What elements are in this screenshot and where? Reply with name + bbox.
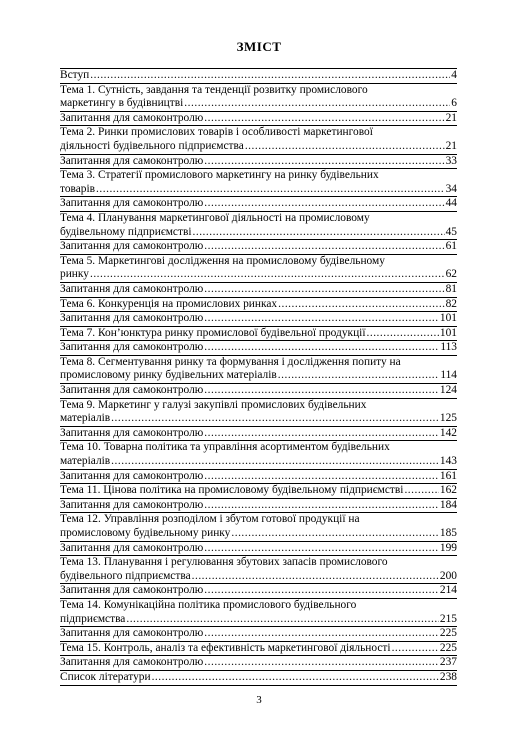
toc-entry-line (60, 527, 457, 541)
toc-leader-dots (392, 642, 439, 656)
toc-leader-dots (367, 327, 439, 341)
toc-entry (60, 584, 457, 599)
table-of-contents (60, 68, 457, 686)
toc-entry (60, 441, 457, 469)
toc-page-number: 113 (440, 341, 457, 354)
toc-entry (60, 240, 457, 255)
toc-page-number: 81 (445, 282, 457, 295)
toc-entry-line (60, 183, 457, 197)
toc-entry-line (60, 268, 457, 282)
toc-entry-line (60, 584, 457, 598)
toc-entry-text: Запитання для самоконтролю (60, 469, 204, 482)
toc-page-number: 225 (439, 641, 457, 654)
toc-entry-line (60, 84, 457, 98)
toc-entry-text: Запитання для самоконтролю (60, 111, 204, 124)
toc-entry-text: будівельному підприємстві (60, 225, 192, 238)
toc-entry (60, 298, 457, 313)
toc-entry-text: промисловому будівельному ринку (60, 527, 231, 539)
toc-leader-dots (204, 283, 444, 297)
toc-page-number: 215 (439, 612, 457, 625)
toc-entry-line (60, 212, 457, 226)
toc-page-number: 101 (439, 312, 457, 325)
toc-entry-text: матеріалів (60, 455, 111, 468)
toc-entry (60, 671, 457, 686)
toc-page-number: 21 (445, 111, 457, 124)
toc-entry-text: підприємства (60, 612, 126, 625)
toc-entry-line (60, 412, 457, 426)
toc-leader-dots (204, 499, 439, 513)
toc-entry-line (60, 499, 457, 513)
toc-entry-line (60, 283, 457, 297)
toc-entry (60, 399, 457, 427)
toc-leader-dots (96, 183, 445, 197)
toc-entry-line (60, 312, 457, 326)
toc-entry-line (60, 126, 457, 140)
toc-entry-line (60, 656, 457, 670)
toc-entry-line (60, 671, 457, 685)
toc-page-number: 61 (445, 240, 457, 253)
toc-leader-dots (204, 384, 439, 398)
toc-entry-text: матеріалів (60, 412, 111, 425)
toc-entry-line (60, 642, 457, 656)
toc-entry-line (60, 97, 457, 111)
toc-leader-dots (204, 470, 439, 484)
page-number: 3 (256, 694, 262, 706)
toc-entry (60, 212, 457, 240)
toc-leader-dots (278, 369, 440, 383)
toc-entry-text: ринку (60, 268, 89, 281)
toc-page-number: 238 (439, 670, 457, 683)
toc-entry (60, 327, 457, 342)
toc-entry-text: Тема 13. Планування і регулювання збутових запасів промислового (60, 556, 388, 569)
toc-entry-text: Запитання для самоконтролю (60, 656, 204, 669)
toc-page-number: 161 (439, 469, 457, 482)
toc-leader-dots (204, 627, 439, 641)
toc-page-number: 44 (445, 197, 457, 210)
toc-leader-dots (231, 527, 439, 541)
toc-entry (60, 312, 457, 327)
toc-entry-text: Запитання для самоконтролю (60, 384, 204, 397)
toc-leader-dots (204, 197, 444, 211)
toc-leader-dots (204, 656, 439, 670)
toc-entry (60, 283, 457, 298)
toc-entry-line (60, 155, 457, 169)
toc-page-number: 237 (439, 656, 457, 669)
page-title: ЗМІСТ (236, 39, 282, 54)
toc-entry-line (60, 112, 457, 126)
toc-page-number: 162 (439, 484, 457, 497)
toc-leader-dots (111, 412, 439, 426)
toc-entry-line (60, 599, 457, 613)
toc-page-number: 34 (445, 182, 457, 195)
toc-leader-dots (204, 155, 444, 169)
toc-page-number: 114 (440, 369, 457, 382)
toc-leader-dots (404, 484, 438, 498)
toc-entry-text: товарів (60, 182, 96, 195)
toc-page-number: 45 (445, 225, 457, 238)
toc-entry-line (60, 169, 457, 183)
toc-leader-dots (90, 268, 445, 282)
toc-entry-line (60, 255, 457, 269)
toc-entry-line (60, 197, 457, 211)
toc-leader-dots (204, 312, 439, 326)
toc-leader-dots (193, 226, 445, 240)
toc-entry-text: Вступ (60, 69, 90, 81)
toc-page-number: 199 (439, 541, 457, 554)
toc-entry (60, 427, 457, 442)
toc-entry-text: діяльності будівельного підприємства (60, 139, 244, 152)
toc-entry-text: Тема 11. Цінова політика на промисловому будівельному підприємстві (60, 484, 404, 497)
toc-entry (60, 356, 457, 384)
toc-entry (60, 627, 457, 642)
toc-leader-dots (278, 298, 444, 312)
toc-entry-text: Тема 4. Планування маркетингової діяльності на промисловому (60, 211, 370, 224)
toc-entry (60, 112, 457, 127)
toc-entry-line (60, 399, 457, 413)
toc-entry-line (60, 384, 457, 398)
toc-entry-text: Тема 2. Ринки промислових товарів і особливості маркетингової (60, 126, 373, 139)
toc-entry-line (60, 240, 457, 254)
toc-leader-dots (126, 613, 439, 627)
toc-entry (60, 169, 457, 197)
toc-entry-line (60, 441, 457, 455)
toc-entry-line (60, 140, 457, 154)
toc-entry (60, 255, 457, 283)
toc-leader-dots (204, 584, 439, 598)
toc-leader-dots (204, 427, 439, 441)
toc-page-number: 225 (439, 627, 457, 640)
toc-entry-line (60, 226, 457, 240)
toc-page-number: 143 (439, 455, 457, 468)
toc-entry-text: Запитання для самоконтролю (60, 282, 204, 295)
toc-entry (60, 69, 457, 84)
toc-entry-text: Запитання для самоконтролю (60, 498, 204, 511)
toc-entry-line (60, 427, 457, 441)
toc-entry-text: Тема 3. Стратегії промислового маркетингу на ринку будівельних (60, 169, 379, 182)
toc-entry-text: Запитання для самоконтролю (60, 240, 204, 253)
toc-entry (60, 126, 457, 154)
toc-leader-dots (204, 112, 444, 126)
toc-entry (60, 513, 457, 541)
toc-entry (60, 484, 457, 499)
toc-entry (60, 599, 457, 627)
toc-leader-dots (90, 69, 450, 83)
toc-entry-text: Тема 14. Комунікаційна політика промислового будівельного (60, 598, 357, 611)
toc-entry-text: Тема 8. Сегментування ринку та формування і дослідження попиту на (60, 355, 401, 368)
toc-entry (60, 84, 457, 112)
toc-page-number: 6 (451, 97, 457, 110)
toc-page-number: 124 (439, 384, 457, 397)
toc-entry-text: Список літератури (60, 670, 151, 683)
toc-entry-text: Запитання для самоконтролю (60, 154, 204, 167)
toc-leader-dots (204, 240, 444, 254)
toc-entry-text: Тема 9. Маркетинг у галузі закупівлі промислових будівельних (60, 398, 367, 411)
toc-entry-text: Тема 5. Маркетингові дослідження на промисловому будівельному (60, 254, 385, 267)
toc-entry-line (60, 298, 457, 312)
toc-entry-line (60, 327, 457, 341)
toc-page-number: 214 (439, 584, 457, 597)
toc-entry (60, 556, 457, 584)
toc-page-number: 62 (445, 268, 457, 281)
toc-entry (60, 197, 457, 212)
toc-entry-text: Запитання для самоконтролю (60, 312, 204, 325)
toc-entry-line (60, 341, 457, 355)
toc-entry-line (60, 613, 457, 627)
toc-entry (60, 642, 457, 657)
toc-entry-line (60, 627, 457, 641)
toc-entry-text: Тема 6. Конкуренція на промислових ринках (60, 297, 278, 310)
toc-entry (60, 542, 457, 557)
toc-entry-text: маркетингу в будівництві (60, 97, 184, 110)
toc-leader-dots (204, 341, 439, 355)
toc-entry (60, 155, 457, 170)
toc-entry-line (60, 513, 457, 527)
toc-entry-line (60, 556, 457, 570)
toc-leader-dots (245, 140, 445, 154)
toc-entry-text: Тема 15. Контроль, аналіз та ефективність маркетингової діяльності (60, 641, 391, 654)
toc-entry-line (60, 484, 457, 498)
toc-entry-line (60, 542, 457, 556)
toc-page-number: 101 (439, 326, 457, 339)
toc-page-number: 33 (445, 154, 457, 167)
toc-page-number: 4 (451, 69, 457, 81)
toc-entry (60, 341, 457, 356)
toc-page-number: 184 (439, 498, 457, 511)
toc-page-number: 21 (445, 139, 457, 152)
toc-entry-text: будівельного підприємства (60, 569, 191, 582)
toc-entry-text: Тема 10. Товарна політика та управління асортиментом будівельних (60, 441, 390, 454)
toc-entry-text: Запитання для самоконтролю (60, 584, 204, 597)
toc-entry-line (60, 369, 457, 383)
toc-entry-text: Запитання для самоконтролю (60, 627, 204, 640)
toc-entry-text: Тема 7. Кон’юнктура ринку промислової будівельної продукції (60, 326, 366, 339)
toc-entry (60, 384, 457, 399)
toc-entry-text: Запитання для самоконтролю (60, 197, 204, 210)
toc-entry-text: Запитання для самоконтролю (60, 541, 204, 554)
toc-entry-line (60, 69, 457, 83)
toc-entry (60, 656, 457, 671)
toc-entry-text: Запитання для самоконтролю (60, 426, 204, 439)
toc-entry (60, 470, 457, 485)
toc-entry (60, 499, 457, 514)
toc-page-number: 185 (439, 527, 457, 539)
toc-page-number: 142 (439, 426, 457, 439)
toc-leader-dots (192, 570, 439, 584)
toc-entry-text: Тема 12. Управління розподілом і збутом готової продукції на (60, 513, 360, 526)
toc-page-number: 200 (439, 569, 457, 582)
toc-entry-line (60, 570, 457, 584)
toc-leader-dots (204, 542, 439, 556)
toc-leader-dots (111, 455, 439, 469)
toc-entry-text: Запитання для самоконтролю (60, 341, 204, 354)
toc-page-number: 82 (445, 297, 457, 310)
toc-entry-text: промисловому ринку будівельних матеріалів (60, 369, 277, 382)
toc-leader-dots (184, 97, 450, 111)
toc-entry-line (60, 470, 457, 484)
toc-entry-line (60, 356, 457, 370)
toc-leader-dots (152, 671, 439, 685)
toc-page-number: 125 (439, 412, 457, 425)
toc-entry-line (60, 455, 457, 469)
toc-entry-text: Тема 1. Сутність, завдання та тенденції розвитку промислового (60, 83, 368, 96)
